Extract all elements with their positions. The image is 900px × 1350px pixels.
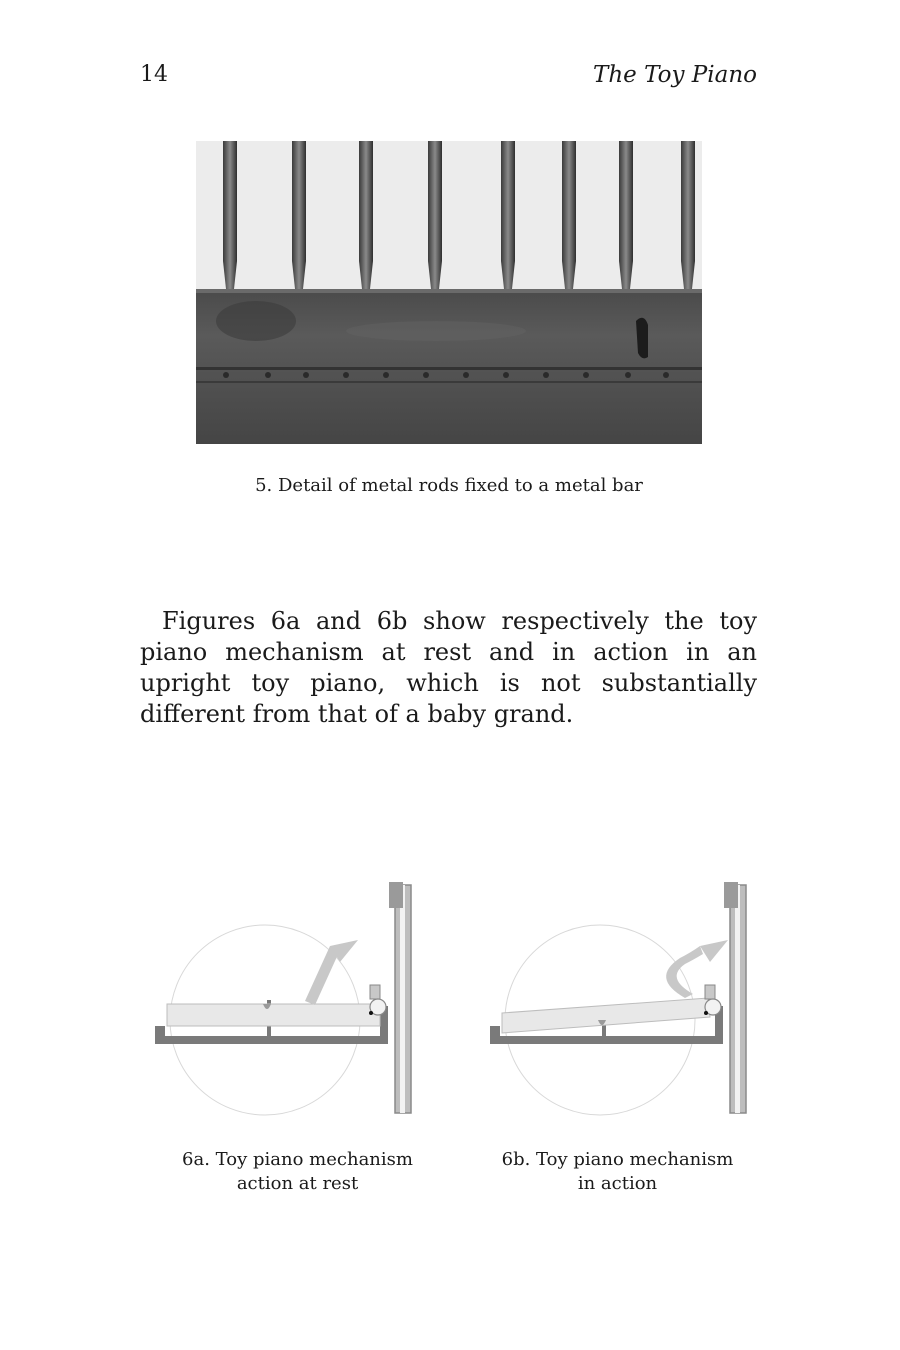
figure-6b-caption-line1: 6b. Toy piano mechanism	[501, 1149, 734, 1170]
mechanism-in-action-diagram	[480, 880, 760, 1120]
figure-5-caption: 5. Detail of metal rods fixed to a metal bar	[255, 475, 643, 496]
page-number: 14	[140, 62, 168, 87]
figure-6a-caption-line2: action at rest	[236, 1173, 359, 1194]
metal-rods-photo	[196, 141, 702, 444]
figure-6b-caption	[480, 1148, 755, 1196]
mechanism-at-rest-diagram	[145, 880, 425, 1120]
figure-6a-caption	[160, 1148, 435, 1196]
body-paragraph: Figures 6a and 6b show respectively the toy piano mechanism at rest and in action in an upright toy piano, which is not substantially different from that of a baby grand.	[140, 607, 757, 728]
figure-6b-caption-line2: in action	[577, 1173, 658, 1194]
figure-6a-caption-line1: 6a. Toy piano mechanism	[182, 1149, 413, 1170]
running-title: The Toy Piano	[593, 62, 757, 88]
